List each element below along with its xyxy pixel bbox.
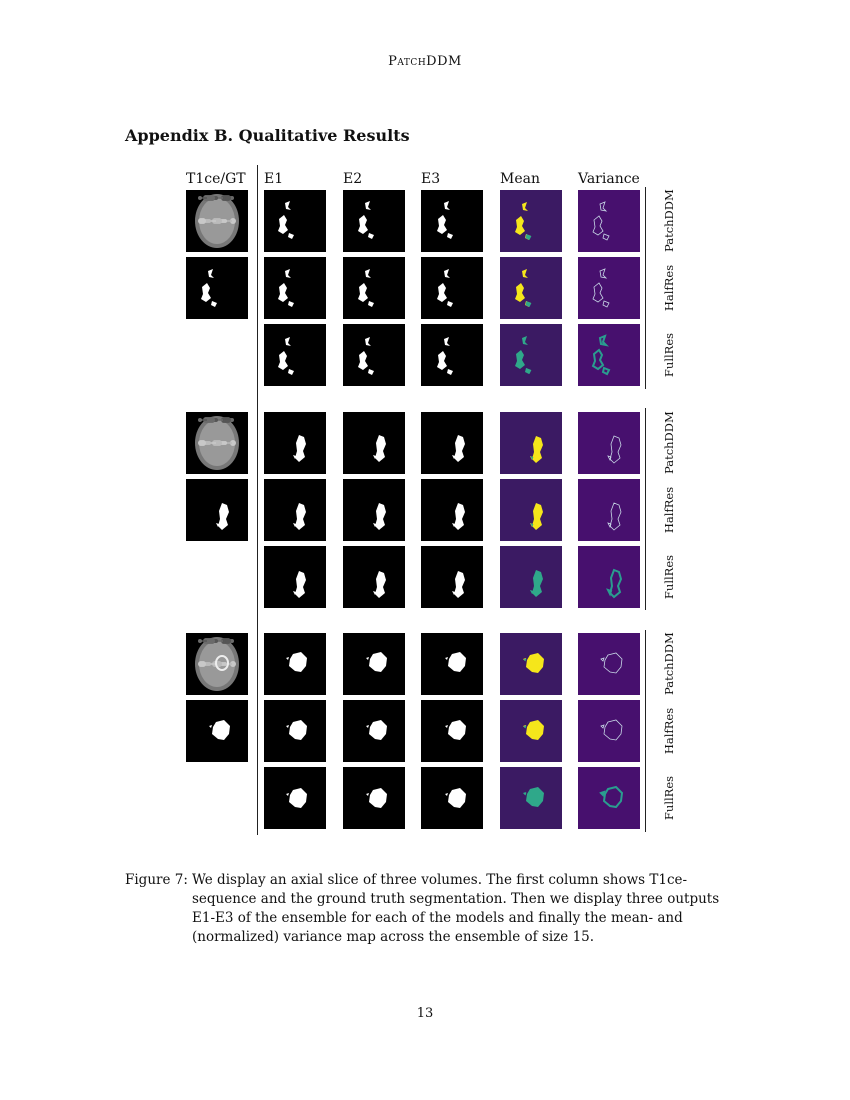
row-label-fullres: FullRes	[662, 554, 676, 600]
ensemble-output-e2-tile	[343, 190, 405, 252]
mean-map-tile	[500, 767, 562, 829]
ensemble-output-e3-tile	[421, 479, 483, 541]
ground-truth-mask-tile	[186, 479, 248, 541]
running-head: PatchDDM	[388, 54, 462, 69]
column-header-t1ce-gt: T1ce/GT	[186, 171, 246, 187]
variance-map-tile	[578, 190, 640, 252]
ensemble-output-e1-tile	[264, 546, 326, 608]
row-label-fullres: FullRes	[662, 332, 676, 378]
ensemble-output-e1-tile	[264, 324, 326, 386]
mean-map-tile	[500, 546, 562, 608]
ensemble-output-e3-tile	[421, 546, 483, 608]
mean-map-tile	[500, 257, 562, 319]
ensemble-output-e2-tile	[343, 633, 405, 695]
ensemble-output-e1-tile	[264, 412, 326, 474]
ensemble-output-e2-tile	[343, 546, 405, 608]
variance-map-tile	[578, 767, 640, 829]
column-header-mean: Mean	[500, 171, 540, 187]
page-number: 13	[416, 1006, 434, 1021]
section-title: Appendix B. Qualitative Results	[125, 126, 410, 145]
variance-map-tile	[578, 633, 640, 695]
mean-map-tile	[500, 324, 562, 386]
t1ce-image-tile	[186, 190, 248, 252]
ensemble-output-e3-tile	[421, 633, 483, 695]
right-separator-line	[645, 630, 646, 832]
ensemble-output-e2-tile	[343, 412, 405, 474]
ground-truth-mask-tile	[186, 257, 248, 319]
variance-map-tile	[578, 412, 640, 474]
ensemble-output-e1-tile	[264, 257, 326, 319]
ensemble-output-e3-tile	[421, 324, 483, 386]
mean-map-tile	[500, 633, 562, 695]
ensemble-output-e3-tile	[421, 190, 483, 252]
row-label-fullres: FullRes	[662, 775, 676, 821]
ensemble-output-e1-tile	[264, 633, 326, 695]
caption-label: Figure 7:	[125, 872, 188, 888]
variance-map-tile	[578, 546, 640, 608]
ensemble-output-e2-tile	[343, 767, 405, 829]
row-label-halfres: HalfRes	[662, 264, 676, 312]
variance-map-tile	[578, 257, 640, 319]
column-header-e1: E1	[264, 171, 284, 187]
ensemble-output-e3-tile	[421, 257, 483, 319]
ensemble-output-e2-tile	[343, 700, 405, 762]
variance-map-tile	[578, 479, 640, 541]
variance-map-tile	[578, 324, 640, 386]
ensemble-output-e3-tile	[421, 767, 483, 829]
ensemble-output-e1-tile	[264, 767, 326, 829]
ensemble-output-e1-tile	[264, 479, 326, 541]
ensemble-output-e3-tile	[421, 700, 483, 762]
right-separator-line	[645, 187, 646, 389]
mean-map-tile	[500, 190, 562, 252]
column-header-variance: Variance	[578, 171, 640, 187]
ensemble-output-e1-tile	[264, 700, 326, 762]
left-separator-line	[257, 165, 258, 835]
ensemble-output-e1-tile	[264, 190, 326, 252]
row-label-patchddm: PatchDDM	[662, 189, 676, 252]
ensemble-output-e3-tile	[421, 412, 483, 474]
ensemble-output-e2-tile	[343, 479, 405, 541]
row-label-patchddm: PatchDDM	[662, 411, 676, 474]
row-label-halfres: HalfRes	[662, 707, 676, 755]
caption-text: We display an axial slice of three volumes. The first column shows T1ce-sequence and the ground truth segmentation. Then we display three outputs E1-E3 of the ensemble for each of the models and finally the mean- and (normalized) variance map across the ensemble of size 15.	[192, 872, 720, 945]
variance-map-tile	[578, 700, 640, 762]
ensemble-output-e2-tile	[343, 257, 405, 319]
mean-map-tile	[500, 479, 562, 541]
mean-map-tile	[500, 412, 562, 474]
column-header-e3: E3	[421, 171, 441, 187]
column-header-e2: E2	[343, 171, 363, 187]
ground-truth-mask-tile	[186, 700, 248, 762]
figure-caption	[125, 871, 725, 947]
row-label-halfres: HalfRes	[662, 486, 676, 534]
right-separator-line	[645, 408, 646, 610]
row-label-patchddm: PatchDDM	[662, 632, 676, 695]
t1ce-image-tile	[186, 412, 248, 474]
ensemble-output-e2-tile	[343, 324, 405, 386]
t1ce-image-tile	[186, 633, 248, 695]
mean-map-tile	[500, 700, 562, 762]
